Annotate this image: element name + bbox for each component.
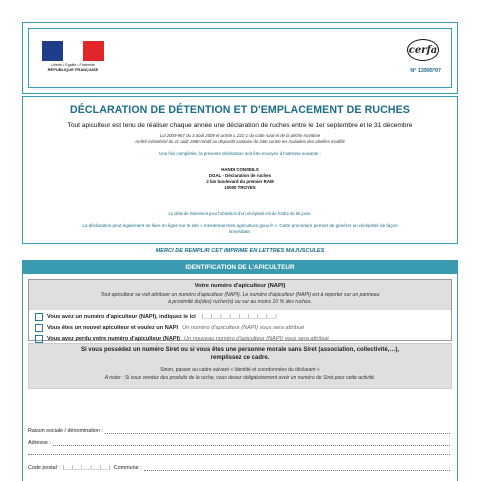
logo-motto: Liberté • Égalité • Fraternité bbox=[51, 63, 95, 67]
address-line: DGAL - Déclaration de ruches bbox=[208, 173, 272, 178]
code-postal-label: Code postal : bbox=[28, 465, 60, 471]
logo-name: RÉPUBLIQUE FRANÇAISE bbox=[47, 67, 99, 72]
fill-instruction: MERCI DE REMPLIR CET IMPRIME EN LETTRES MAJUSCULES bbox=[155, 248, 325, 254]
commune-input[interactable] bbox=[144, 464, 450, 471]
address-line: 10000 TROYES bbox=[224, 185, 256, 190]
siret-instruction-end: remplissez ce cadre. bbox=[210, 355, 270, 361]
header-inner-frame bbox=[28, 28, 452, 88]
raison-sociale-label: Raison sociale / dénomination : bbox=[28, 428, 103, 434]
napi-number-field[interactable]: |__|__|__|__|__|__|__|__| bbox=[201, 314, 278, 320]
code-postal-input[interactable]: |__|__|__|__|__| bbox=[62, 465, 111, 471]
siret-skip-note: Sinon, passer au cadre suivant « Identité et coordonnées du déclarant » bbox=[160, 367, 320, 373]
page-title: DÉCLARATION DE DÉTENTION ET D'EMPLACEMENT DE RUCHES bbox=[70, 104, 410, 116]
address-line: HANDI CONSEILS bbox=[221, 167, 259, 172]
adresse-input-line-2[interactable] bbox=[28, 454, 450, 455]
send-note: Une fois complétée, la présente déclaration doit être envoyée à l'adresse suivante : bbox=[159, 151, 321, 156]
delay-note: Le délai de traitement pour l'obtention d'un récépissé est de l'ordre de 60 jours. bbox=[168, 211, 312, 216]
republique-francaise-logo bbox=[38, 38, 108, 76]
option-lost-napi bbox=[35, 335, 329, 343]
identification-frame bbox=[22, 260, 458, 481]
intro-text: Tout apiculteur est tenu de réaliser chaque année une déclaration de ruches entre le 1er septembre et le 31 décembre bbox=[67, 122, 413, 129]
napi-title: Votre numéro d'apiculteur (NAPI) bbox=[194, 283, 286, 289]
lost-napi-checkbox[interactable] bbox=[35, 335, 43, 343]
option-label: Vous êtes un nouvel apiculteur et voulez un NAPI bbox=[47, 325, 179, 331]
raison-sociale-input[interactable] bbox=[105, 427, 450, 434]
option-new-beekeeper bbox=[35, 324, 304, 332]
siret-instruction: Si vous possédez un numéro Siret ou si vous êtes une personne morale sans Siret (association, collectivité,…), bbox=[80, 347, 400, 353]
siret-section bbox=[28, 343, 452, 389]
option-hint: Un nouveau numéro d'apiculteur (NAPI) vous sera attribué bbox=[184, 336, 330, 342]
header-frame bbox=[22, 22, 458, 94]
online-note: La déclaration peut également se faire en ligne sur le site « mesdemarches.agriculture.gouv.fr ». Cette procédure permet de générer un récépissé de façon bbox=[82, 223, 398, 228]
law-reference-2: Arrêté ministériel du 11 août 1980 relatif au dispositif sanitaire de lutte contre les maladies des abeilles modifié bbox=[135, 139, 345, 144]
address-line: 2 bis boulevard du premier RAM bbox=[206, 179, 274, 184]
raison-sociale-row bbox=[28, 427, 450, 434]
adresse-label: Adresse : bbox=[28, 440, 51, 446]
siret-note: A noter : Si vous vendez des produits de la ruche, vous devez obligatoirement avoir un numéro de Siret pour cette activité. bbox=[104, 375, 376, 381]
cerfa-logo: cerfa bbox=[407, 39, 439, 61]
adresse-row bbox=[28, 439, 450, 446]
code-postal-row bbox=[28, 464, 450, 471]
marianne-flag-icon bbox=[42, 41, 104, 61]
napi-section bbox=[28, 279, 452, 341]
napi-description: Tout apiculteur se voit attribuer un numéro d'apiculteur (NAPI). Le numéro d'apiculteur (NAPI) est à reporter sur un panneau bbox=[100, 292, 380, 298]
commune-label: Commune : bbox=[113, 465, 142, 471]
option-has-napi bbox=[35, 313, 277, 321]
option-label: Vous avez un numéro d'apiculteur (NAPI), indiquez le ici bbox=[47, 314, 196, 320]
option-hint: Un numéro d'apiculteur (NAPI) vous sera attribué bbox=[182, 325, 305, 331]
has-napi-checkbox[interactable] bbox=[35, 313, 43, 321]
online-note-end: immédiate. bbox=[228, 229, 252, 234]
new-beekeeper-checkbox[interactable] bbox=[35, 324, 43, 332]
section-title-bar: IDENTIFICATION DE L'APICULTEUR bbox=[23, 261, 457, 274]
option-label: Vous avez perdu votre numéro d'apiculteur (NAPI) bbox=[47, 336, 181, 342]
declaration-frame bbox=[22, 96, 458, 244]
napi-description-end: à proximité du(des) rucher(s) ou sur au moins 10 % des ruches. bbox=[168, 299, 312, 305]
adresse-input[interactable] bbox=[53, 439, 450, 446]
cerfa-number: N° 13995*07 bbox=[410, 68, 441, 74]
law-reference-1: Loi 2009-967 du 3 août 2009 et article L.221-1 du code rural et de la pêche maritime bbox=[159, 133, 321, 138]
